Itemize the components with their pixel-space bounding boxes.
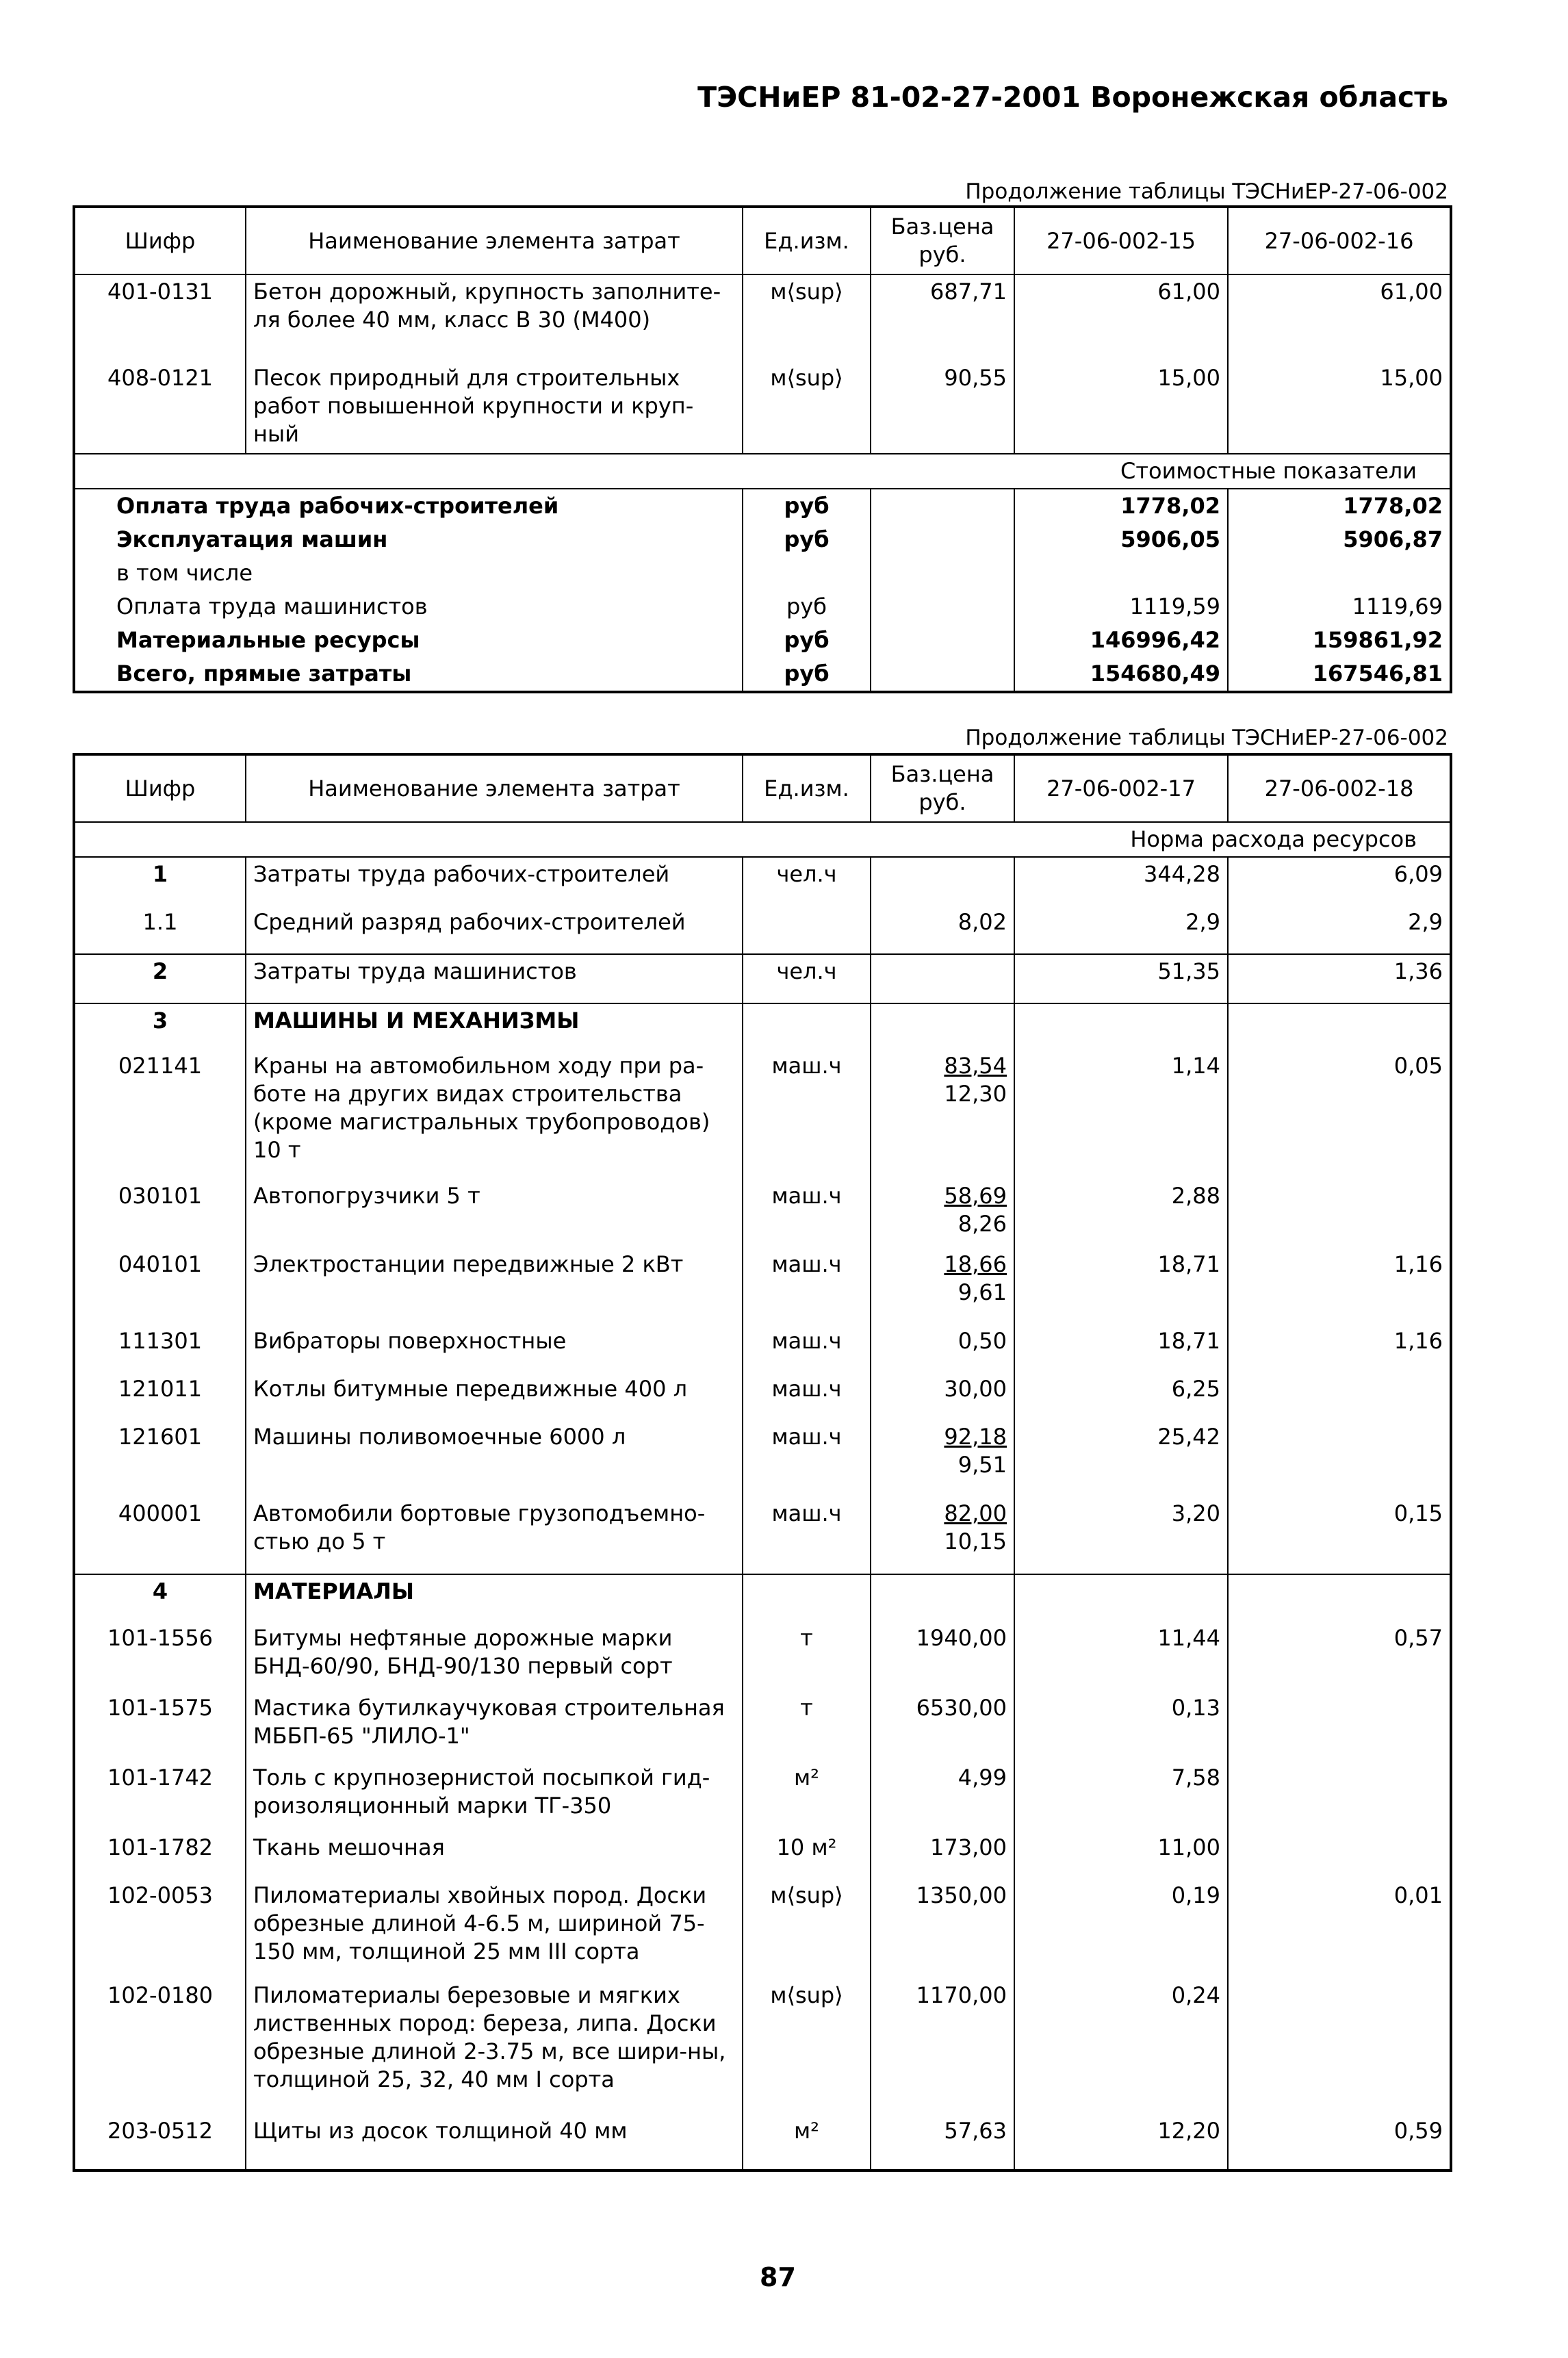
table-row: [74, 1831, 1451, 1879]
unit-cell: м⟨sup⟩: [743, 1979, 871, 2114]
base-price: 6530,00: [916, 1695, 1007, 1721]
cost-value: 159861,92: [1228, 624, 1451, 657]
price-cell: [871, 2114, 1014, 2170]
base-price: 30,00: [944, 1376, 1007, 1402]
price-cell: [871, 1372, 1014, 1420]
base-price: 1940,00: [916, 1625, 1007, 1651]
unit-cell: чел.ч: [743, 954, 871, 1003]
price-cell: [871, 1691, 1014, 1761]
col-name-header: Наименование элемента затрат: [246, 207, 743, 274]
value-cell: 0,19: [1014, 1879, 1228, 1979]
price-cell: [871, 1420, 1014, 1497]
cost-value: 5906,87: [1228, 523, 1451, 556]
base-price: 18,66: [944, 1251, 1007, 1277]
code-cell: 401-0131: [74, 274, 246, 361]
name-cell: Электростанции передвижные 2 кВт: [246, 1248, 743, 1324]
section-label: Норма расхода ресурсов: [74, 822, 1451, 857]
unit-cell: чел.ч: [743, 857, 871, 906]
value-cell: 344,28: [1014, 857, 1228, 906]
cost-value: 5906,05: [1014, 523, 1228, 556]
unit-cell: маш.ч: [743, 1420, 871, 1497]
name-cell: Затраты труда машинистов: [246, 954, 743, 1003]
name-cell: Пиломатериалы хвойных пород. Доски обрезные длиной 4-6.5 м, шириной 75-150 мм, толщиной 25 мм III сорта: [246, 1879, 743, 1979]
table-row: [74, 1979, 1451, 2114]
col-code-header: Шифр: [74, 754, 246, 822]
section-label-row: [74, 822, 1451, 857]
value-cell: 11,44: [1014, 1622, 1228, 1691]
value-cell: 1,36: [1228, 954, 1451, 1003]
table-row: [74, 274, 1451, 361]
table-row: [74, 1622, 1451, 1691]
value-cell: 0,01: [1228, 1879, 1451, 1979]
value-cell: 1,16: [1228, 1248, 1451, 1324]
name-cell: Затраты труда рабочих-строителей: [246, 857, 743, 906]
col-unit-header: Ед.изм.: [743, 754, 871, 822]
code-cell: 111301: [74, 1324, 246, 1372]
unit-cell: маш.ч: [743, 1049, 871, 1179]
cost-row: [74, 657, 1451, 692]
unit-cell: т: [743, 1691, 871, 1761]
cost-row: [74, 624, 1451, 657]
value-cell: [1014, 1574, 1228, 1622]
value-cell: [1228, 1003, 1451, 1049]
price-cell: [871, 1831, 1014, 1879]
name-cell: Толь с крупнозернистой посыпкой гид-роизоляционный марки ТГ-350: [246, 1761, 743, 1831]
value-cell: [1228, 1420, 1451, 1497]
code-cell: 040101: [74, 1248, 246, 1324]
name-cell: Автомобили бортовые грузоподъемно-стью до 5 т: [246, 1497, 743, 1574]
name-cell: Краны на автомобильном ходу при ра-боте на других видах строительства (кроме магистральных трубопроводов) 10 т: [246, 1049, 743, 1179]
price-cell: [871, 857, 1014, 906]
price-cell: [871, 1622, 1014, 1691]
unit-cell: т: [743, 1622, 871, 1691]
cost-name: Оплата труда рабочих-строителей: [74, 489, 743, 523]
cost-value: 1778,02: [1228, 489, 1451, 523]
code-cell: 101-1782: [74, 1831, 246, 1879]
code-cell: 121601: [74, 1420, 246, 1497]
code-cell: 021141: [74, 1049, 246, 1179]
name-cell: МАТЕРИАЛЫ: [246, 1574, 743, 1622]
name-cell: Ткань мешочная: [246, 1831, 743, 1879]
name-cell: Мастика бутилкаучуковая строительная МББП-65 "ЛИЛО-1": [246, 1691, 743, 1761]
price-cell: [871, 1324, 1014, 1372]
unit-cell: [743, 1003, 871, 1049]
base-price: 173,00: [930, 1834, 1007, 1860]
cost-unit: руб: [743, 590, 871, 624]
col-price-header: Баз.цена руб.: [871, 754, 1014, 822]
cost-price: [871, 489, 1014, 523]
cost-price: [871, 624, 1014, 657]
price-cell: [871, 954, 1014, 1003]
base-price: 58,69: [944, 1183, 1007, 1209]
cost-value: 146996,42: [1014, 624, 1228, 657]
value-cell: 51,35: [1014, 954, 1228, 1003]
cost-unit: руб: [743, 657, 871, 692]
operator-wage: 8,26: [957, 1211, 1007, 1237]
col-price-header: Баз.цена руб.: [871, 207, 1014, 274]
cost-row: [74, 523, 1451, 556]
table-row: [74, 1248, 1451, 1324]
resource-table-17-18: [73, 753, 1452, 2172]
unit-cell: маш.ч: [743, 1324, 871, 1372]
cost-table-15-16: [73, 205, 1452, 693]
cost-row: [74, 556, 1451, 590]
code-cell: 3: [74, 1003, 246, 1049]
value-cell: 3,20: [1014, 1497, 1228, 1574]
table-row: [74, 1879, 1451, 1979]
table-caption: Продолжение таблицы ТЭСНиЕР-27-06-002: [965, 179, 1448, 204]
cost-value: 167546,81: [1228, 657, 1451, 692]
operator-wage: 9,61: [957, 1279, 1007, 1305]
section-label-row: [74, 454, 1451, 489]
cost-unit: руб: [743, 489, 871, 523]
name-cell: Котлы битумные передвижные 400 л: [246, 1372, 743, 1420]
price-cell: 687,71: [871, 274, 1014, 361]
unit-cell: м²: [743, 1761, 871, 1831]
value-cell: 2,88: [1014, 1179, 1228, 1248]
table-row: [74, 1761, 1451, 1831]
value-cell: 0,57: [1228, 1622, 1451, 1691]
col-code-header: Шифр: [74, 207, 246, 274]
cost-name: Эксплуатация машин: [74, 523, 743, 556]
name-cell: Средний разряд рабочих-строителей: [246, 906, 743, 954]
cost-value: [1228, 556, 1451, 590]
table-row: [74, 1574, 1451, 1622]
table-row: [74, 1003, 1451, 1049]
cost-unit: [743, 556, 871, 590]
code-cell: 030101: [74, 1179, 246, 1248]
code-cell: 101-1742: [74, 1761, 246, 1831]
value-cell: 6,25: [1014, 1372, 1228, 1420]
code-cell: 1: [74, 857, 246, 906]
code-cell: 1.1: [74, 906, 246, 954]
value-cell: 2,9: [1228, 906, 1451, 954]
unit-cell: 10 м²: [743, 1831, 871, 1879]
value-cell: 2,9: [1014, 906, 1228, 954]
unit-cell: [743, 1574, 871, 1622]
code-cell: 121011: [74, 1372, 246, 1420]
code-cell: 400001: [74, 1497, 246, 1574]
col-v2-header: 27-06-002-18: [1228, 754, 1451, 822]
value-cell: [1228, 1372, 1451, 1420]
value-cell: [1228, 1179, 1451, 1248]
price-cell: [871, 1574, 1014, 1622]
price-cell: [871, 1497, 1014, 1574]
table-row: [74, 1179, 1451, 1248]
cost-value: 154680,49: [1014, 657, 1228, 692]
unit-cell: маш.ч: [743, 1248, 871, 1324]
cost-name: Всего, прямые затраты: [74, 657, 743, 692]
base-price: 83,54: [944, 1053, 1007, 1079]
cost-row: [74, 590, 1451, 624]
name-cell: Пиломатериалы березовые и мягких лиственных пород: береза, липа. Доски обрезные длиной 2-3.75 м, все шири-ны, толщиной 25, 32, 40 мм I сорта: [246, 1979, 743, 2114]
table-row: [74, 2114, 1451, 2170]
name-cell: Песок природный для строительных работ повышенной крупности и круп-ный: [246, 361, 743, 454]
base-price: 4,99: [957, 1765, 1007, 1791]
value-cell: 0,13: [1014, 1691, 1228, 1761]
cost-price: [871, 556, 1014, 590]
value-cell: 0,15: [1228, 1497, 1451, 1574]
value-cell: 0,59: [1228, 2114, 1451, 2170]
value-cell: 61,00: [1228, 274, 1451, 361]
document-header: ТЭСНиЕР 81-02-27-2001 Воронежская область: [697, 81, 1448, 114]
value-cell: [1228, 1831, 1451, 1879]
col-v1-header: 27-06-002-15: [1014, 207, 1228, 274]
value-cell: 7,58: [1014, 1761, 1228, 1831]
name-cell: МАШИНЫ И МЕХАНИЗМЫ: [246, 1003, 743, 1049]
base-price: 1350,00: [916, 1882, 1007, 1908]
table-header-row: [74, 754, 1451, 822]
unit-cell: маш.ч: [743, 1179, 871, 1248]
base-price: 0,50: [957, 1328, 1007, 1354]
base-price: 8,02: [957, 909, 1007, 935]
table-row: [74, 1049, 1451, 1179]
code-cell: 101-1556: [74, 1622, 246, 1691]
cost-value: 1119,69: [1228, 590, 1451, 624]
price-cell: [871, 1003, 1014, 1049]
cost-price: [871, 590, 1014, 624]
price-cell: [871, 1979, 1014, 2114]
name-cell: Вибраторы поверхностные: [246, 1324, 743, 1372]
section-label: Стоимостные показатели: [74, 454, 1451, 489]
price-cell: [871, 1761, 1014, 1831]
price-cell: [871, 1179, 1014, 1248]
value-cell: 15,00: [1014, 361, 1228, 454]
table-caption: Продолжение таблицы ТЭСНиЕР-27-06-002: [965, 726, 1448, 750]
value-cell: 18,71: [1014, 1248, 1228, 1324]
value-cell: 1,14: [1014, 1049, 1228, 1179]
code-cell: 408-0121: [74, 361, 246, 454]
base-price: 57,63: [944, 2118, 1007, 2144]
name-cell: Битумы нефтяные дорожные марки БНД-60/90, БНД-90/130 первый сорт: [246, 1622, 743, 1691]
operator-wage: 12,30: [944, 1081, 1007, 1107]
code-cell: 102-0180: [74, 1979, 246, 2114]
col-v1-header: 27-06-002-17: [1014, 754, 1228, 822]
value-cell: 11,00: [1014, 1831, 1228, 1879]
name-cell: Автопогрузчики 5 т: [246, 1179, 743, 1248]
price-cell: [871, 906, 1014, 954]
cost-name: Материальные ресурсы: [74, 624, 743, 657]
price-cell: [871, 1049, 1014, 1179]
cost-unit: руб: [743, 624, 871, 657]
base-price: 1170,00: [916, 1982, 1007, 2008]
value-cell: 1,16: [1228, 1324, 1451, 1372]
code-cell: 203-0512: [74, 2114, 246, 2170]
table-row: [74, 1497, 1451, 1574]
value-cell: 61,00: [1014, 274, 1228, 361]
table-header-row: [74, 207, 1451, 274]
table-row: [74, 1691, 1451, 1761]
cost-name: Оплата труда машинистов: [74, 590, 743, 624]
value-cell: 0,24: [1014, 1979, 1228, 2114]
value-cell: 25,42: [1014, 1420, 1228, 1497]
table-row: [74, 1420, 1451, 1497]
unit-cell: м²: [743, 2114, 871, 2170]
value-cell: 18,71: [1014, 1324, 1228, 1372]
unit-cell: [743, 906, 871, 954]
cost-row: [74, 489, 1451, 523]
unit-cell: маш.ч: [743, 1497, 871, 1574]
cost-name: в том числе: [74, 556, 743, 590]
value-cell: 15,00: [1228, 361, 1451, 454]
base-price: 92,18: [944, 1424, 1007, 1450]
base-price: 82,00: [944, 1500, 1007, 1526]
table-row: [74, 361, 1451, 454]
value-cell: [1228, 1574, 1451, 1622]
value-cell: [1228, 1979, 1451, 2114]
cost-value: [1014, 556, 1228, 590]
cost-price: [871, 657, 1014, 692]
value-cell: [1228, 1761, 1451, 1831]
cost-value: 1119,59: [1014, 590, 1228, 624]
value-cell: 12,20: [1014, 2114, 1228, 2170]
code-cell: 2: [74, 954, 246, 1003]
col-unit-header: Ед.изм.: [743, 207, 871, 274]
cost-price: [871, 523, 1014, 556]
table-row: [74, 857, 1451, 906]
page-number: 87: [760, 2262, 796, 2292]
name-cell: Бетон дорожный, крупность заполните-ля более 40 мм, класс В 30 (М400): [246, 274, 743, 361]
table-row: [74, 1324, 1451, 1372]
table-row: [74, 906, 1451, 954]
col-v2-header: 27-06-002-16: [1228, 207, 1451, 274]
price-cell: [871, 1879, 1014, 1979]
operator-wage: 10,15: [944, 1528, 1007, 1554]
table-row: [74, 954, 1451, 1003]
price-cell: 90,55: [871, 361, 1014, 454]
unit-cell: маш.ч: [743, 1372, 871, 1420]
value-cell: [1014, 1003, 1228, 1049]
code-cell: 101-1575: [74, 1691, 246, 1761]
cost-unit: руб: [743, 523, 871, 556]
value-cell: [1228, 1691, 1451, 1761]
price-cell: [871, 1248, 1014, 1324]
cost-value: 1778,02: [1014, 489, 1228, 523]
col-name-header: Наименование элемента затрат: [246, 754, 743, 822]
operator-wage: 9,51: [957, 1452, 1007, 1478]
name-cell: Щиты из досок толщиной 40 мм: [246, 2114, 743, 2170]
unit-cell: м⟨sup⟩: [743, 361, 871, 454]
name-cell: Машины поливомоечные 6000 л: [246, 1420, 743, 1497]
code-cell: 102-0053: [74, 1879, 246, 1979]
table-row: [74, 1372, 1451, 1420]
unit-cell: м⟨sup⟩: [743, 274, 871, 361]
value-cell: 6,09: [1228, 857, 1451, 906]
unit-cell: м⟨sup⟩: [743, 1879, 871, 1979]
code-cell: 4: [74, 1574, 246, 1622]
value-cell: 0,05: [1228, 1049, 1451, 1179]
